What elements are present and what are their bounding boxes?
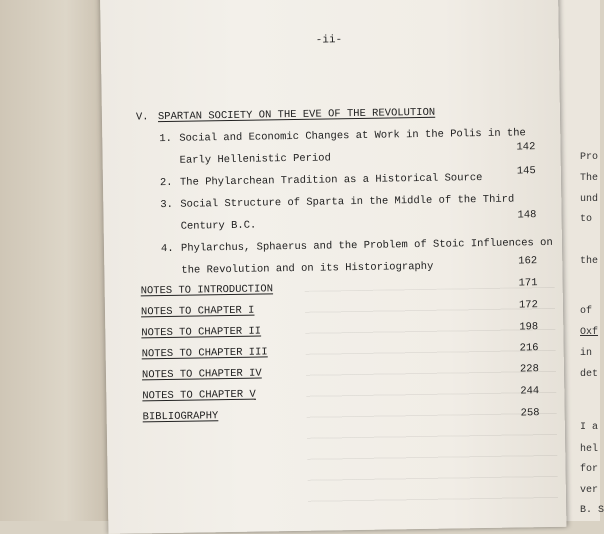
section-title: SPARTAN SOCIETY ON THE EVE OF THE REVOLUTION [157, 106, 436, 124]
page-number: -ii- [315, 34, 343, 47]
subsection-page: 142 [516, 141, 536, 154]
subsection-number: 4. [160, 242, 174, 256]
facing-fragment: of [580, 306, 593, 317]
facing-fragment: I a [580, 422, 599, 433]
background-left [0, 0, 110, 521]
subsection-title-line1: Social and Economic Changes at Work in the Polis in the [179, 127, 526, 145]
facing-fragment: for [580, 464, 599, 475]
subsection-page: 145 [516, 165, 536, 178]
subsection-number: 2. [159, 176, 173, 190]
notes-entry-label: NOTES TO CHAPTER II [141, 325, 262, 340]
notes-entry-page: 198 [519, 321, 539, 334]
facing-fragment: B. S [580, 505, 604, 516]
facing-fragment: the [580, 256, 599, 267]
section-number: V. [135, 111, 149, 124]
subsection-title-line1: Social Structure of Sparta in the Middle of the Third [180, 193, 515, 211]
subsection-title-line1: Phylarchus, Sphaerus and the Problem of Stoic Influences on [180, 236, 553, 255]
notes-entry-label: NOTES TO CHAPTER IV [141, 367, 262, 382]
subsection-number: 1. [159, 132, 172, 146]
subsection-number: 3. [160, 198, 174, 212]
document-page [100, 0, 566, 534]
notes-entry-label: NOTES TO INTRODUCTION [140, 283, 274, 298]
subsection-page: 162 [518, 255, 538, 268]
subsection-title-line2: Early Hellenistic Period [179, 152, 331, 167]
notes-entry-page: 172 [518, 299, 538, 312]
notes-entry-page: 171 [518, 277, 538, 290]
subsection-title-line1: The Phylarchean Tradition as a Historical Source [179, 172, 483, 189]
subsection-title-line2: the Revolution and on its Historiography [181, 260, 434, 277]
facing-fragment: und [580, 194, 599, 205]
facing-fragment: in [580, 348, 593, 359]
notes-entry-page: 244 [520, 385, 540, 398]
notes-entry-page: 228 [519, 363, 539, 376]
facing-fragment: Oxf [580, 327, 599, 338]
notes-entry-page: 216 [519, 342, 539, 355]
subsection-page: 148 [517, 209, 537, 222]
bibliography-page: 258 [520, 407, 540, 420]
facing-fragment: det [580, 369, 599, 380]
notes-entry-label: NOTES TO CHAPTER V [142, 388, 256, 403]
facing-fragment: hel [580, 444, 599, 455]
facing-fragment: to [580, 214, 593, 225]
bibliography-label: BIBLIOGRAPHY [142, 410, 219, 424]
notes-entry-label: NOTES TO CHAPTER III [141, 346, 268, 361]
facing-fragment: ver [580, 485, 599, 496]
facing-fragment: The [580, 173, 599, 184]
facing-fragment: Pro [580, 152, 599, 163]
notes-entry-label: NOTES TO CHAPTER I [140, 304, 255, 319]
subsection-title-line2: Century B.C. [180, 219, 257, 233]
